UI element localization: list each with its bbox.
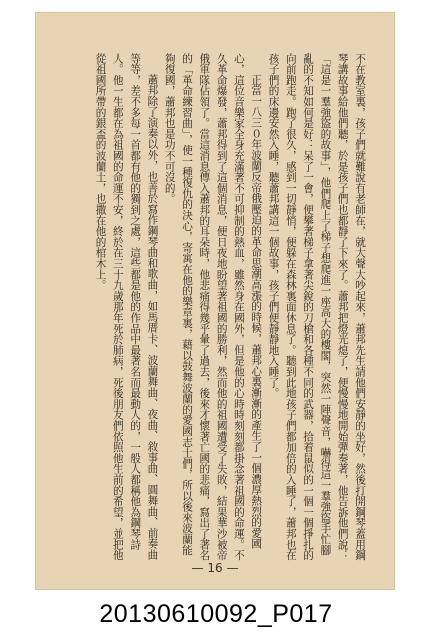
image-caption: 20130610092_P017 [99, 600, 333, 628]
paragraph-1: 不在教室裏，孩子們就難說有老師在，就大聲大吵起來，蕭邦先生請他們安靜的坐好，然後打開鋼琴蓋用鋼琴講故事給他們聽，於是孩子們也都靜了下來了。蕭邦把燈光熄了，便慢慢地開始彈奏著，他告訴他們說：「這是一羣強盜的故事」，他們爬上了梯子想爬進一座高大的樓閣，突然一陣聲音，嚇得這一羣強盜手忙腳亂的不知如何是好：呆了一會，便攀著梯子拿著尖銳的刀槍和各種不同的武器，拾着鼠似的一個一個掙扎的向前跑走。跑了很久，感到一切靜悄，便躲在森林裏面休息了。聽到此地孩子們都加倍的入睡了，蕭邦也在孩子們的床邊安然入睡，聽蕭邦講這一個故事，孩子們便靜靜地入睡了。 [267, 53, 366, 561]
book-page [35, 12, 395, 590]
paragraph-2: 正當一八三０年波蘭反帝俄壓迫的革命思潮高漲的時候，蕭邦心裏漸漸的產生了一個濃厚熱烈的愛國心，這位音樂家全身充滿著不可抑制的熱血，雖然身在國外，但是他的心時時刻刻都掛念著祖國的命運。不久革命爆發，蕭邦得到了這個消息，便日夜地盼望著祖國的勝利，然而他的祖國遭受了失敗，結果華沙被帝俄軍隊佔領了。當這消息傳入蕭邦的耳朵時，他悲痛得幾乎暈了過去，後來才懷著亡國的悲痛，寫出了著名的「革命練習曲」，使一種復仇的決心，寄寓在他的樂章裏，藉以鼓舞波蘭的愛國志士們，所以後來波蘭能夠復國，蕭邦也是功不可沒的。 [163, 53, 263, 561]
page-number: — 16 — [191, 561, 239, 575]
body-text [48, 53, 368, 563]
paragraph-3: 蕭邦除了演奏以外，也善於寫作鋼琴曲和歌曲，如馬厝卡、波蘭舞曲、夜曲、敘事曲、圓舞曲、前奏曲等等，差不多每一首都有他的獨到之處，這些都是他的作品中最著名而最動人的，一般人都稱他為鋼琴詩人。他一生都在為祖國的命運不安，終於在三十九歲那年死於肺病，死後朋友們依照他生前的希望，並把他從祖國所帶的銀盃的波蘭土，也撒在他的棺木上。 [94, 53, 159, 561]
